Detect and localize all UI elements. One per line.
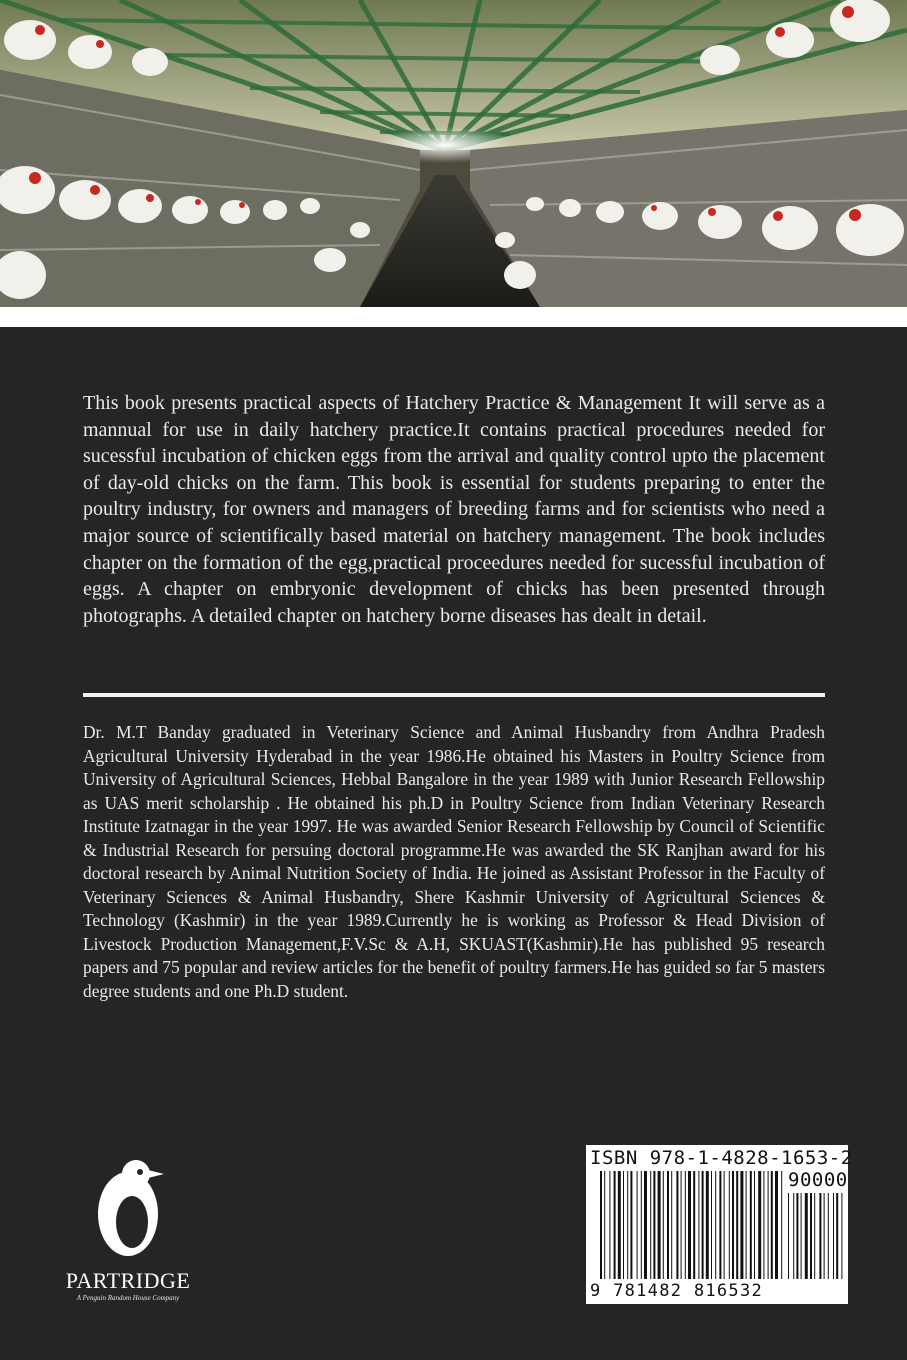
barcode-bar [788,1193,789,1279]
barcode-bar [671,1171,672,1279]
barcode-bar [688,1171,691,1279]
cover-photo [0,0,907,307]
barcode-bar [828,1193,829,1279]
barcode-bar [724,1171,725,1279]
barcode-bar [758,1171,761,1279]
barcode-bar [623,1171,624,1279]
barcode-bar [676,1171,678,1279]
barcode-bar [653,1171,655,1279]
barcode-bar [796,1193,798,1279]
barcode-bar [618,1171,621,1279]
barcode-bar [819,1193,821,1279]
barcode-bar [781,1171,782,1279]
section-divider [83,693,825,697]
barcode-bar [750,1171,752,1279]
book-description: This book presents practical aspects of Hatchery Practice & Management It will serve as a mannual for use in daily hatchery practice.It contains practical procedures needed for sucessful incubation of chicken eggs from the arrival and quality control upto the placement of day-old chicks on the farm. This book is essential for students preparing to enter the poultry industry, for owners and managers of breeding farms and for scientists who need a major source of scientifically based material on hatchery management. The book includes chapter on the formation of the egg,practical proceedures needed for sucessful incubation of eggs. A chapter on embryonic development of chicks has been presented through photographs. A detailed chapter on hatchery borne diseases has dealt in detail. [83,392,825,627]
barcode-bar [702,1171,704,1279]
barcode-bar [604,1171,605,1279]
barcode-bar [754,1171,755,1279]
barcode-bar [706,1171,709,1279]
barcode-bar [740,1171,743,1279]
barcode-bar [658,1171,661,1279]
publisher-tagline: A Penguin Random House Company [76,1294,180,1302]
barcode-bar [609,1171,610,1279]
white-band [0,307,907,327]
barcode-bar [814,1193,815,1279]
isbn-label: ISBN 978-1-4828-1653-2 [590,1147,853,1169]
barcode-bar [746,1171,747,1279]
barcode-bar [736,1171,738,1279]
barcode-bar [719,1171,721,1279]
barcode-bar [768,1171,769,1279]
barcode-bar [637,1171,638,1279]
barcode-bar [650,1171,651,1279]
barcode-bar [685,1171,686,1279]
barcode-bar [810,1193,812,1279]
barcode-bar [641,1171,642,1279]
barcode-bar [711,1171,712,1279]
barcode-bar [805,1193,808,1279]
barcode-bar [693,1171,695,1279]
barcode-bar [715,1171,716,1279]
barcode-bar [614,1171,616,1279]
barcode-bar [841,1193,842,1279]
author-biography: Dr. M.T Banday graduated in Veterinary Science and Animal Husbandry from Andhra Pradesh Agricultural University Hyderabad in the year 1986.He obtained his Masters in Poultry Science from University of Agricultural Sciences, Hebbal Bangalore in the year 1989 with Junior Research Fellowship as UAS merit scholarship . He obtained his ph.D in Poultry Science from Indian Veterinary Research Institute Izatnagar in the year 1997. He was awarded Senior Research Fellowship by Council of Scientific & Industrial Research for persuing doctoral programme.He was awarded the SK Ranjhan award for his doctoral research by Animal Nutrition Society of India. He joined as Assistant Professor in the Faculty of Veterinary Sciences & Animal Husbandry, Shere Kashmir University of Agricultural Sciences & Technology (Kashmir) in the year 1989.Currently he is working as Professor & Head Division of Livestock Production Management,F.V.Sc & A.H, SKUAST(Kashmir).He has published 95 research papers and 75 popular and review articles for the benefit of poultry farmers.He has guided so far 5 masters degree students and one Ph.D student. [83,722,825,1001]
barcode-bar [824,1193,825,1279]
barcode-bar [729,1171,730,1279]
barcode-bar [801,1193,802,1279]
barcode-bar [698,1171,699,1279]
barcode-digits: 9 781482 816532 [590,1281,764,1301]
barcode-bar [775,1171,778,1279]
barcode-bar [627,1171,628,1279]
barcode-bar [833,1193,834,1279]
barcode-bar [763,1171,764,1279]
barcode-bar [793,1193,794,1279]
barcode-bar [732,1171,734,1279]
barcode-bar [681,1171,682,1279]
isbn-barcode [586,1145,853,1304]
barcode-bar [663,1171,664,1279]
barcode-bar [644,1171,647,1279]
barcode-bar [600,1171,602,1279]
barcode-bar [630,1171,632,1279]
barcode-bar [667,1171,669,1279]
price-code: 90000 [788,1169,848,1191]
publisher-name: PARTRIDGE [65,1268,191,1293]
barcode-bar [771,1171,773,1279]
barcode-bar [836,1193,838,1279]
